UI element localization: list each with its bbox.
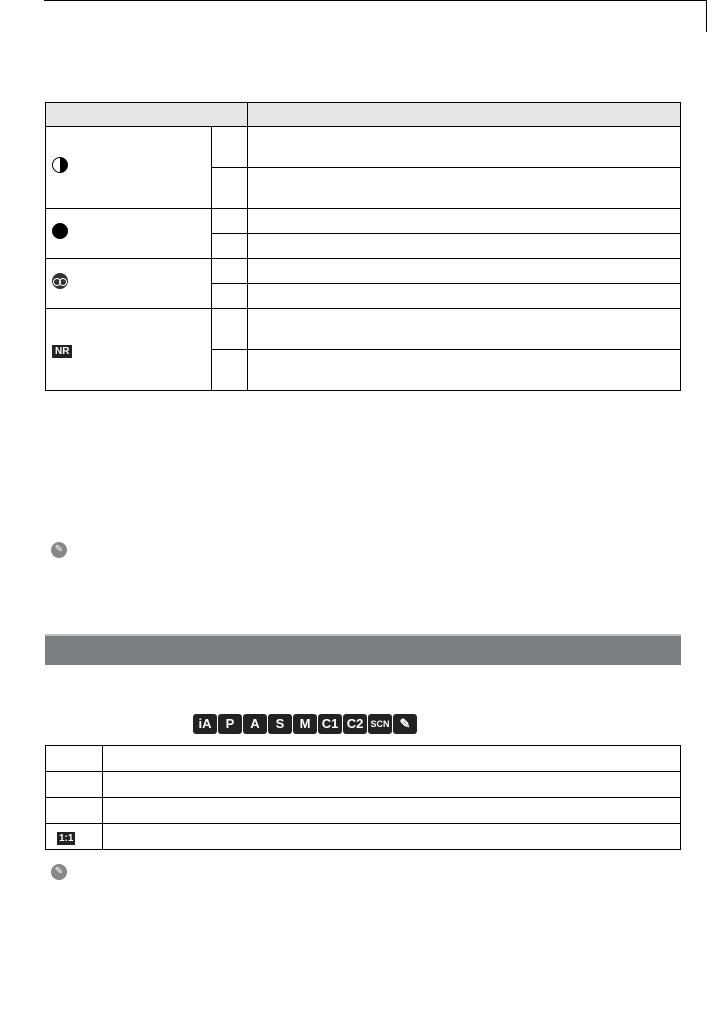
mode-s-icon: S <box>268 714 292 734</box>
sharpness-cell <box>46 209 212 259</box>
note-pencil-icon: ✎ <box>51 542 67 558</box>
mode-c2-icon: C2 <box>343 714 367 734</box>
table-header-row <box>46 103 681 127</box>
table-row <box>46 798 681 824</box>
header-cell-effect <box>248 103 681 127</box>
contrast-icon <box>52 157 68 173</box>
mode-c1-icon: C1 <box>318 714 342 734</box>
mode-ia-icon: iA <box>193 714 217 734</box>
saturation-cell <box>46 259 212 309</box>
table-row <box>46 127 681 168</box>
sharpness-icon <box>52 223 68 239</box>
page-frame-corner <box>44 0 707 32</box>
saturation-icon <box>52 273 68 289</box>
mode-scn-icon: SCN <box>368 714 392 734</box>
mode-m-icon: M <box>293 714 317 734</box>
settings-table <box>45 102 681 391</box>
mode-creative-icon: ✎ <box>393 714 417 734</box>
header-cell-item <box>46 103 248 127</box>
table-row <box>46 746 681 772</box>
aspect-ratio-table <box>45 745 681 850</box>
table-row <box>46 824 681 850</box>
note-pencil-icon: ✎ <box>51 864 67 880</box>
mode-icons-row <box>193 714 417 734</box>
section-header-bar <box>45 634 681 665</box>
noise-reduction-icon: NR <box>52 345 72 358</box>
mode-p-icon: P <box>218 714 242 734</box>
aspect-1-1-icon: 1:1 <box>59 832 74 844</box>
table-row <box>46 259 681 284</box>
table-row <box>46 309 681 350</box>
noise-reduction-cell <box>46 309 212 391</box>
table-row <box>46 209 681 234</box>
mode-a-icon: A <box>243 714 267 734</box>
table-row <box>46 772 681 798</box>
contrast-cell <box>46 127 212 209</box>
